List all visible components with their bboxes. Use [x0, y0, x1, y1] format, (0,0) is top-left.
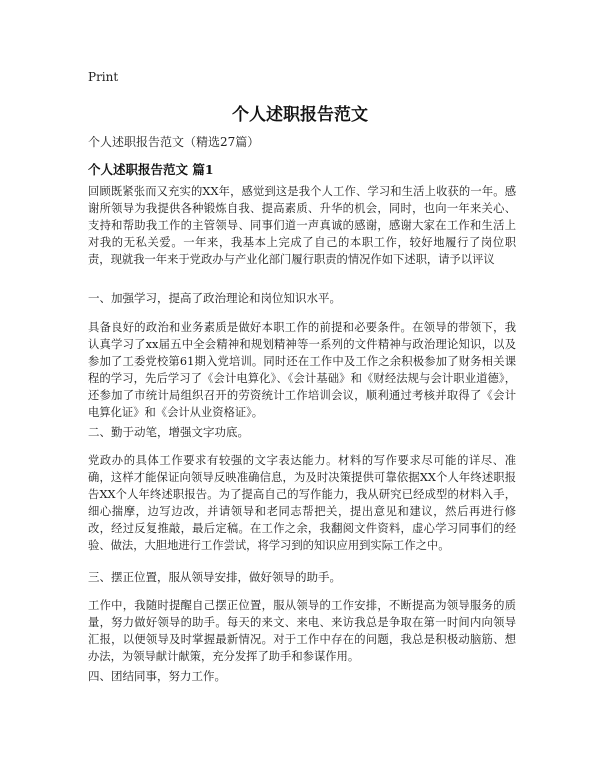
section-title: 个人述职报告范文 篇1 [88, 162, 214, 177]
document-title: 个人述职报告范文 [232, 105, 368, 125]
heading-teamwork: 四、团结同事，努力工作。 [88, 669, 226, 683]
heading-position: 三、摆正位置，服从领导安排，做好领导的助手。 [88, 570, 341, 584]
paragraph-writing: 党政办的具体工作要求有较强的文字表达能力。材料的写作要求尽可能的详尽、准确，这样才能保证向领导反映准确信息，为及时决策提供可靠依据XX个人年终述职报告XX个人年终述职报告。为了提高自己的写作能力，我从研究已经成型的材料入手，细心揣摩，边写边改，并请领导和老同志帮把关，提出意见和建议，然后再进行修改，经过反复推敲，最后定稿。在工作之余，我翻阅文件资料，虚心学习同事们的经验、做法，大胆地进行工作尝试，将学习到的知识应用到实际工作之中。 [88, 454, 516, 553]
print-label: Print [88, 70, 119, 84]
heading-study: 一、加强学习，提高了政治理论和岗位知识水平。 [88, 291, 341, 305]
paragraph-position: 工作中，我随时提醒自己摆正位置，服从领导的工作安排，不断提高为领导服务的质量，努力做好领导的助手。每天的来文、来电、来访我总是争取在第一时间内向领导汇报，以便领导及时掌握最新情况。对于工作中存在的问题，我总是积极动脑筋、想办法，为领导献计献策，充分发挥了助手和参谋作用。 [88, 599, 516, 664]
document-subtitle: 个人述职报告范文（精选27篇） [88, 135, 260, 149]
paragraph-study: 具备良好的政治和业务素质是做好本职工作的前提和必要条件。在领导的带领下，我认真学习了xx届五中全会精神和规划精神等一系列的文件精神与政治理论知识，以及参加了工委党校第61期入党培训。同时还在工作中及工作之余积极参加了财务相关课程的学习，先后学习了《会计电算化》、《会计基础》和《财经法规与会计职业道德》，还参加了市统计局组织召开的劳资统计工作培训会议，顺利通过考核并取得了《会计电算化证》和《会计从业资格证》。 [88, 321, 516, 420]
paragraph-intro: 回顾既紧张而又充实的XX年，感觉到这是我个人工作、学习和生活上收获的一年。感谢所领导为我提供各种锻炼自我、提高素质、升华的机会，同时，也向一年来关心、支持和帮助我工作的主管领导、同事们道一声真诚的感谢，感谢大家在工作和生活上对我的无私关爱。一年来，我基本上完成了自己的本职工作，较好地履行了岗位职责，现就我一年来于党政办与产业化部门履行职责的情况作如下述职，请予以评议 [88, 185, 516, 267]
heading-writing: 二、勤于动笔，增强文字功底。 [88, 425, 249, 439]
